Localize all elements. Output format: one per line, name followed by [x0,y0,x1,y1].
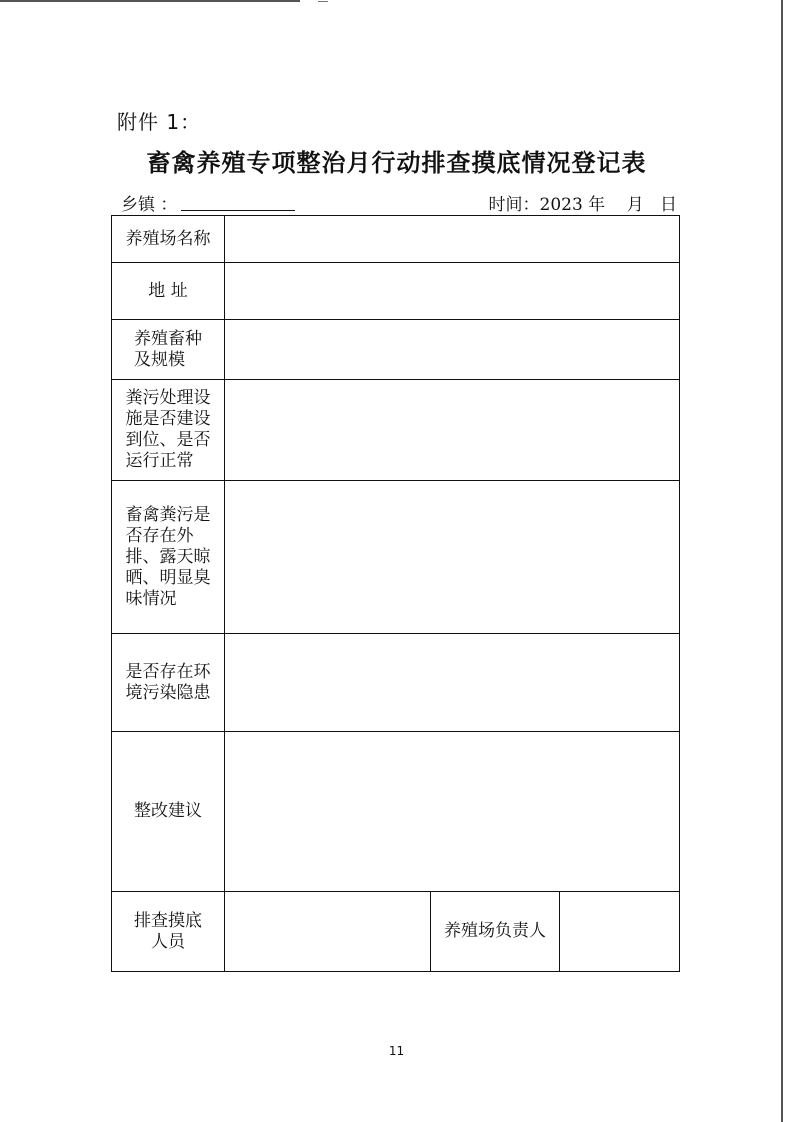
manure-facility-field[interactable] [225,380,680,481]
inspector-label: 排查摸底 人员 [112,892,225,972]
page-number: 11 [388,1044,405,1058]
scan-mark [318,1,328,2]
livestock-scale-field[interactable] [225,320,680,380]
table-row [112,481,680,634]
manure-discharge-field[interactable] [225,481,680,634]
scan-border-top [0,0,300,2]
address-label: 地 址 [112,263,225,320]
form-meta-row [121,190,677,214]
inspector-field[interactable] [225,892,431,972]
farm-owner-label: 养殖场负责人 [431,892,560,972]
table-row [112,732,680,892]
table-row [112,320,680,380]
registration-form-table [111,215,680,972]
table-row [112,892,680,972]
farm-name-field[interactable] [225,216,680,263]
form-title: 畜禽养殖专项整治月行动排查摸底情况登记表 [146,148,647,177]
table-row [112,216,680,263]
pollution-risk-field[interactable] [225,634,680,732]
town-input-line[interactable] [181,190,295,211]
table-row [112,380,680,481]
livestock-scale-label: 养殖畜种 及规模 [112,320,225,380]
table-row [112,263,680,320]
address-field[interactable] [225,263,680,320]
farm-owner-field[interactable] [560,892,680,972]
rectification-field[interactable] [225,732,680,892]
farm-name-label: 养殖场名称 [112,216,225,263]
town-label: 乡镇 ： [121,195,178,215]
pollution-risk-label: 是否存在环 境污染隐患 [112,634,225,732]
manure-facility-label: 粪污处理设 施是否建设 到位、是否 运行正常 [112,380,225,481]
manure-discharge-label: 畜禽粪污是 否存在外 排、露天晾 晒、明显臭 味情况 [112,481,225,634]
table-row [112,634,680,732]
date-label: 时间：2023 年 月 日 [488,195,677,215]
rectification-label: 整改建议 [112,732,225,892]
attachment-label: 附件 1： [117,110,202,134]
